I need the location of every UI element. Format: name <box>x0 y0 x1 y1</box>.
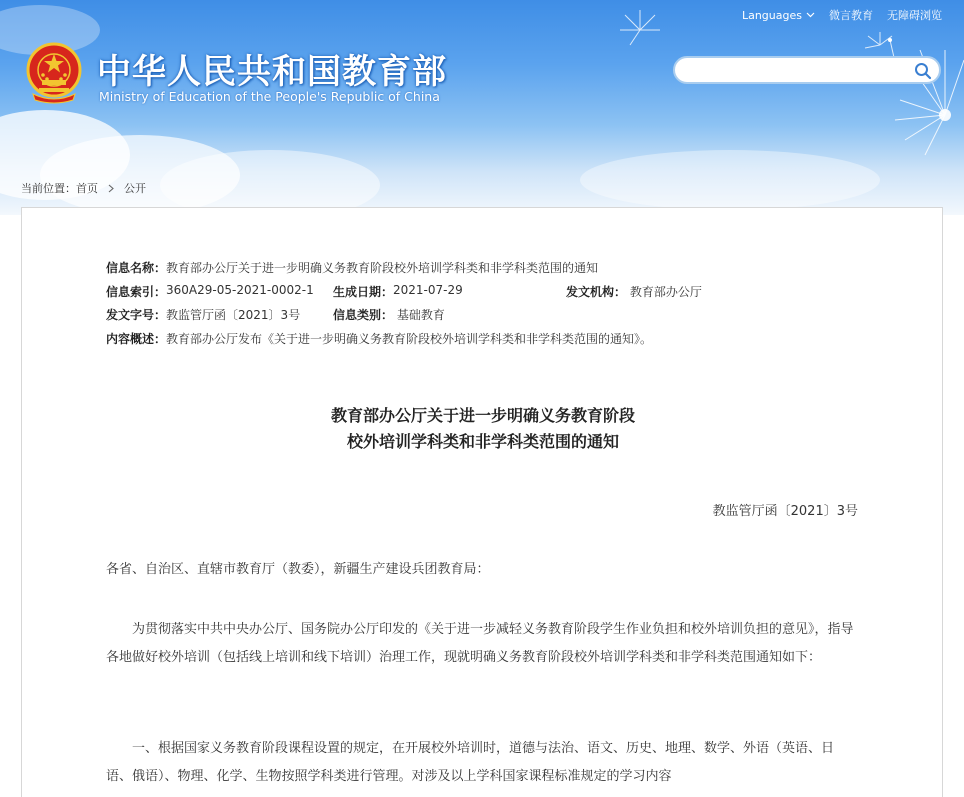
breadcrumb <box>21 180 146 196</box>
meta-row-index <box>106 280 866 304</box>
article-panel <box>21 207 943 797</box>
meta-label: 信息类别： <box>333 308 394 323</box>
top-navigation <box>742 7 942 23</box>
breadcrumb-section[interactable]: 公开 <box>124 182 146 195</box>
languages-link[interactable]: Languages <box>741 8 802 22</box>
breadcrumb-label: 当前位置： <box>21 182 76 195</box>
meta-label: 信息名称： <box>106 261 167 276</box>
meta-value: 教育部办公厅发布《关于进一步明确义务教育阶段校外培训学科类和非学科类范围的通知》。 <box>166 331 653 346</box>
info-metadata <box>106 256 866 350</box>
document-title-line: 校外培训学科类和非学科类范围的通知 <box>346 432 619 451</box>
dandelion-decoration <box>610 5 670 55</box>
meta-value: 教育部办公厅关于进一步明确义务教育阶段校外培训学科类和非学科类范围的通知 <box>166 261 599 276</box>
cloud-decoration <box>160 150 380 215</box>
meta-label: 发文机构： <box>566 284 627 299</box>
meta-value: 教监管厅函〔2021〕3号 <box>166 308 301 323</box>
accessibility-link[interactable]: 无障碍浏览 <box>887 9 942 22</box>
meta-label: 发文字号： <box>106 308 167 323</box>
breadcrumb-home[interactable]: 首页 <box>76 182 98 195</box>
document-title-line: 教育部办公厅关于进一步明确义务教育阶段 <box>330 406 635 425</box>
meta-label: 信息索引： <box>106 284 167 299</box>
document-title <box>22 403 944 455</box>
national-emblem-icon <box>25 42 83 104</box>
recipients-paragraph: 各省、自治区、直辖市教育厅（教委），新疆生产建设兵团教育局： <box>106 562 490 577</box>
document-number: 教监管厅函〔2021〕3号 <box>712 504 858 519</box>
meta-value: 基础教育 <box>396 308 445 323</box>
search-icon[interactable] <box>913 61 933 81</box>
search-box <box>673 56 941 84</box>
chevron-down-icon[interactable] <box>806 12 815 18</box>
search-input[interactable] <box>687 58 917 82</box>
meta-row-summary <box>106 327 866 351</box>
meta-row-docno <box>106 303 866 327</box>
cloud-decoration <box>580 150 880 210</box>
weibo-link[interactable]: 微言教育 <box>829 9 873 22</box>
meta-label: 生成日期： <box>333 284 394 299</box>
body-paragraph: 为贯彻落实中共中央办公厅、国务院办公厅印发的《关于进一步减轻义务教育阶段学生作业负担和校外培训负担的意见》，指导各地做好校外培训（包括线上培训和线下培训）治理工作，现就明确义务教育阶段校外培训学科类和非学科类范围通知如下： <box>106 622 854 665</box>
meta-row-name <box>106 256 866 280</box>
site-subtitle: Ministry of Education of the People's Republic of China <box>99 89 440 104</box>
chevron-right-icon <box>107 184 115 193</box>
site-title: 中华人民共和国教育部 <box>97 52 447 92</box>
meta-label: 内容概述： <box>106 331 167 346</box>
body-paragraph: 一、根据国家义务教育阶段课程设置的规定，在开展校外培训时，道德与法治、语文、历史、地理、数学、外语（英语、日语、俄语）、物理、化学、生物按照学科类进行管理。对涉及以上学科国家课程标准规定的学习内容 <box>106 741 835 784</box>
meta-value: 360A29-05-2021-0002-1 <box>166 282 314 297</box>
meta-value: 教育部办公厅 <box>629 284 702 299</box>
meta-value: 2021-07-29 <box>393 282 463 297</box>
